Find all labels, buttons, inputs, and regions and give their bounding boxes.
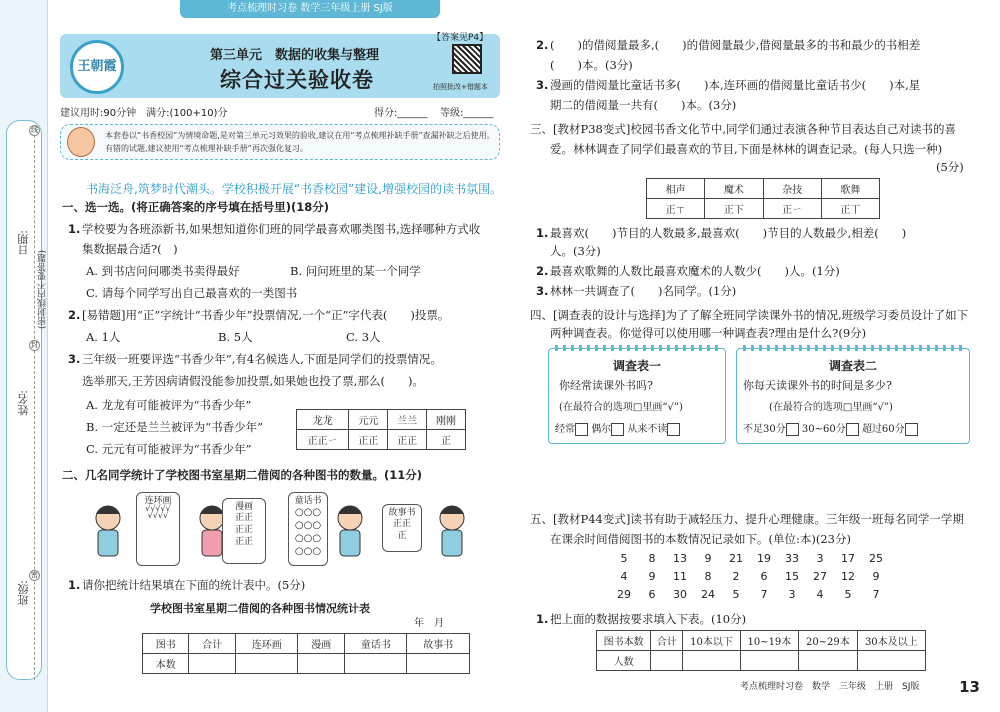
time-score: 建议用时:90分钟 满分:(100+10)分 [60, 108, 228, 119]
answer-cell[interactable] [683, 651, 740, 671]
survey-question: 你每天读课外书的时间是多少? [743, 379, 892, 392]
q2-text: [易错题]用“正”字统计“书香少年”投票情况,一个“正”字代表( )投票。 [82, 308, 450, 322]
bubble-tally: 正正 正 [392, 519, 411, 541]
kid-1 [96, 506, 120, 556]
data-number: 5 [844, 588, 852, 601]
survey-hint: (在最符合的选项□里画“√”) [769, 402, 893, 413]
data-number: 7 [872, 588, 880, 601]
seal-line [34, 125, 35, 680]
option-label: 偶尔 [591, 424, 612, 435]
footer-text: 考点梳理时习卷 数学 三年级 上册 SJ版 [740, 682, 920, 692]
head-cell: 10~19本 [740, 631, 798, 651]
data-number: 15 [785, 570, 799, 583]
qr-code[interactable] [452, 44, 482, 74]
head-cell: 故事书 [407, 634, 470, 654]
program-table-head [647, 179, 880, 199]
head-cell: 20~29本 [799, 631, 857, 651]
intro-line: 书海泛舟,筑梦时代潮头。学校积极开展“书香校园”建设,增强校园的读书氛围。 [86, 182, 503, 196]
section1-heading: 一、选一选。(将正确答案的序号填在括号里)(18分) [62, 200, 330, 214]
book-table-head [597, 631, 926, 651]
program-head: 杂技 [763, 179, 821, 199]
program-tally: 正下 [705, 199, 763, 219]
program-head: 歌舞 [821, 179, 879, 199]
option-checkbox[interactable] [667, 423, 680, 436]
s3-q1-text-2: 人。(3分) [550, 244, 601, 258]
s5-q1-text: 把上面的数据按要求填入下表。(10分) [550, 612, 747, 626]
borrowing-table-row [143, 654, 470, 674]
vote-head: 龙龙 [297, 410, 349, 430]
data-number: 8 [648, 552, 656, 565]
survey-one [548, 348, 726, 444]
head-cell: 30本及以上 [857, 631, 925, 651]
data-number: 6 [760, 570, 768, 583]
s5-q1-number: 1. [536, 612, 549, 626]
answer-cell[interactable] [799, 651, 857, 671]
survey-options [743, 423, 918, 437]
grade-field[interactable]: 等级:______ [440, 108, 494, 119]
book-table-row [597, 651, 926, 671]
option-label: 从来不读 [627, 424, 668, 435]
data-number: 4 [620, 570, 628, 583]
vote-tally: 正正ㄧ [297, 430, 349, 450]
q2-option-b[interactable]: B. 5人 [218, 330, 253, 344]
data-number: 17 [841, 552, 855, 565]
q1-option-a[interactable]: A. 到书店问问哪类书卖得最好 [86, 264, 240, 278]
program-head: 相声 [647, 179, 705, 199]
answer-cell[interactable] [344, 654, 407, 674]
data-number: 12 [841, 570, 855, 583]
survey-question: 你经常读课外书吗? [559, 379, 653, 392]
q1-option-c[interactable]: C. 请每个同学写出自己最喜欢的一类图书 [86, 286, 298, 300]
date-label: 日期: [17, 230, 30, 256]
section3-heading: 三、[教材P38变式]校园书香文化节中,同学们通过表演各种节目表达自己对读书的喜 [530, 122, 956, 136]
answer-cell[interactable] [651, 651, 683, 671]
r-q3-text-2: 期二的借阅量一共有( )本。(3分) [550, 98, 737, 112]
vote-table [296, 409, 466, 450]
option-label: 30~60分 [801, 424, 846, 435]
data-number: 9 [648, 570, 656, 583]
s3-q1-number: 1. [536, 226, 549, 240]
girl-avatar [67, 127, 95, 157]
kid-3 [338, 506, 362, 556]
data-number: 27 [813, 570, 827, 583]
s2-q1-number: 1. [68, 578, 81, 592]
vote-tally: 正正 [388, 430, 427, 450]
page-title: 综合过关验收卷 [220, 68, 374, 92]
bubble-tally: ○○○ ○○○ ○○○ ○○○ [294, 507, 322, 557]
vote-head: 元元 [349, 410, 388, 430]
q3-option-c[interactable]: C. 元元有可能被评为“书香少年” [86, 442, 252, 456]
option-checkbox[interactable] [846, 423, 859, 436]
table-title: 学校图书室星期二借阅的各种图书情况统计表 [150, 602, 370, 615]
s2-q1-text: 请你把统计结果填在下面的统计表中。(5分) [82, 578, 306, 592]
answer-cell[interactable] [235, 654, 298, 674]
q3-option-a[interactable]: A. 龙龙有可能被评为“书香少年” [86, 398, 252, 412]
answer-cell[interactable] [189, 654, 235, 674]
row-label: 本数 [143, 654, 189, 674]
bubble-stories [382, 504, 422, 552]
option-label: 超过60分 [861, 424, 905, 435]
bubble-label: 童话书 [294, 496, 322, 506]
option-checkbox[interactable] [611, 423, 624, 436]
kid-4 [440, 506, 464, 556]
r-q2-text: ( )的借阅量最多,( )的借阅量最少,借阅量最多的书和最少的书相差 [550, 38, 921, 52]
data-number: 21 [729, 552, 743, 565]
data-number: 13 [673, 552, 687, 565]
section5-heading-2: 在课余时间借阅图书的本数情况记录如下。(单位:本)(23分) [550, 532, 851, 546]
class-label: 班级: [17, 580, 30, 606]
q2-number: 2. [68, 308, 81, 322]
bubble-tally: √√√√√√√√√ [145, 504, 171, 520]
data-number: 4 [816, 588, 824, 601]
data-number: 3 [788, 588, 796, 601]
bubble-label: 漫画 [234, 502, 253, 512]
name-label: 姓名: [17, 390, 30, 416]
answer-reference: 【答案见P4】 [432, 33, 489, 43]
data-number: 29 [617, 588, 631, 601]
row-label: 人数 [597, 651, 651, 671]
seal-mark-3: 密 [31, 571, 38, 579]
vote-head: 兰兰 [388, 410, 427, 430]
borrowing-table-head [143, 634, 470, 654]
q3-number: 3. [68, 352, 81, 366]
r-q2-number: 2. [536, 38, 549, 52]
data-number: 9 [704, 552, 712, 565]
option-checkbox[interactable] [575, 423, 588, 436]
program-table [646, 178, 880, 219]
s3-q1-text: 最喜欢( )节目的人数最多,最喜欢( )节目的人数最少,相差( ) [550, 226, 907, 240]
q3-text: 三年级一班要评选“书香少年”,有4名候选人,下面是同学们的投票情况。 [82, 352, 442, 366]
answer-cell[interactable] [407, 654, 470, 674]
book-count-table [596, 630, 926, 671]
answer-cell[interactable] [740, 651, 798, 671]
data-number: 11 [673, 570, 687, 583]
data-number: 6 [648, 588, 656, 601]
program-table-row [647, 199, 880, 219]
survey-title: 调查表一 [612, 359, 661, 373]
section4-heading-2: 两种调查表。你觉得可以使用哪一种调查表?理由是什么?(9分) [550, 326, 867, 340]
kid-2 [200, 506, 224, 556]
survey-two [736, 348, 970, 444]
answer-cell[interactable] [857, 651, 925, 671]
data-number: 8 [704, 570, 712, 583]
q1-option-b[interactable]: B. 问问班里的某一个同学 [290, 264, 421, 278]
bubble-label: 连环画 [144, 496, 172, 506]
bubble-tally: 正正 正正 正正 [234, 513, 253, 547]
seal-mark-1: 线 [31, 126, 38, 134]
option-checkbox[interactable] [905, 423, 918, 436]
seal-warning: (密封线内不要答题) [38, 250, 48, 330]
notebook-rings [555, 345, 719, 351]
bubble-label: 故事书 [388, 508, 416, 518]
s3-q3-number: 3. [536, 284, 549, 298]
bubble-fairytale [288, 492, 328, 566]
data-number: 24 [701, 588, 715, 601]
head-cell: 连环画 [235, 634, 298, 654]
binding-strip [0, 0, 48, 712]
section3-points: (5分) [936, 160, 964, 174]
page-number: 13 [959, 678, 980, 696]
data-number: 33 [785, 552, 799, 565]
vote-tally: 正 [427, 430, 466, 450]
s3-q2-text: 最喜欢歌舞的人数比最喜欢魔术的人数少( )人。(1分) [550, 264, 840, 278]
data-number: 7 [760, 588, 768, 601]
option-checkbox[interactable] [786, 423, 799, 436]
section3-heading-2: 爱。林林调查了同学们最喜欢的节目,下面是林林的调查记录。(每人只选一种) [550, 142, 943, 156]
head-cell: 图书 [143, 634, 189, 654]
data-number: 5 [732, 588, 740, 601]
section4-heading: 四、[调查表的设计与选择]为了了解全班同学读课外书的情况,班级学习委员设计了如下 [530, 308, 969, 322]
program-tally: 正丅 [821, 199, 879, 219]
head-cell: 10本以下 [683, 631, 740, 651]
q1-text-2: 集数据最合适?( ) [82, 242, 178, 256]
data-number: 25 [869, 552, 883, 565]
survey-title: 调查表二 [828, 359, 877, 373]
head-cell: 合计 [651, 631, 683, 651]
data-number: 30 [673, 588, 687, 601]
q3-option-b[interactable]: B. 一定还是兰兰被评为“书香少年” [86, 420, 264, 434]
head-cell: 图书本数 [597, 631, 651, 651]
notice-text: 本套卷以“书香校园”为情境命题,是对第三单元习效果的验收,建议在用“考点梳理补缺手册”查漏补缺之后使用。有错的试题,建议使用“考点梳理补缺手册”再次强化复习。 [105, 131, 495, 153]
notice-box [60, 124, 500, 160]
unit-title: 第三单元 数据的收集与整理 [210, 48, 380, 63]
q3-text-2: 选举那天,王芳因病请假没能参加投票,如果她也投了票,那么( )。 [82, 374, 424, 388]
head-cell: 漫画 [298, 634, 344, 654]
section2-heading: 二、几名同学统计了学校图书室星期二借阅的各种图书的数量。(11分) [62, 468, 423, 482]
option-label: 不足30分 [743, 424, 786, 435]
seal-mark-2: 封 [31, 341, 38, 349]
program-head: 魔术 [705, 179, 763, 199]
vote-head: 刚刚 [427, 410, 466, 430]
data-number: 3 [816, 552, 824, 565]
section5-heading: 五、[教材P44变式]读书有助于减轻压力、提升心理健康。三年级一班每名同学一学期 [530, 512, 964, 526]
vote-table-row [297, 430, 466, 450]
program-tally: 正ㄒ [647, 199, 705, 219]
vote-tally: 正正 [349, 430, 388, 450]
notebook-rings [743, 345, 963, 351]
r-q3-text: 漫画的借阅量比童话书多( )本,连环画的借阅量比童话书少( )本,星 [550, 78, 921, 92]
data-number: 19 [757, 552, 771, 565]
vote-table-head [297, 410, 466, 430]
r-q3-number: 3. [536, 78, 549, 92]
head-cell: 童话书 [344, 634, 407, 654]
data-number: 5 [620, 552, 628, 565]
q2-option-c[interactable]: C. 3人 [346, 330, 381, 344]
series-bar: 考点梳理时习卷 数学三年级上册 SJ版 [180, 0, 440, 18]
brand-logo: 王朝霞 [70, 40, 124, 94]
q1-number: 1. [68, 222, 81, 236]
data-number: 9 [872, 570, 880, 583]
qr-caption: 拍照批改+错题本 [433, 83, 488, 91]
data-number: 2 [732, 570, 740, 583]
q1-text: 学校要为各班添新书,如果想知道你们班的同学最喜欢哪类图书,选择哪种方式收 [82, 222, 481, 236]
answer-cell[interactable] [298, 654, 344, 674]
bubble-manga [222, 498, 266, 564]
head-cell: 合计 [189, 634, 235, 654]
r-q2-text-2: ( )本。(3分) [550, 58, 633, 72]
score-field[interactable]: 得分:______ [374, 108, 428, 119]
survey-options [555, 423, 680, 437]
s3-q3-text: 林林一共调查了( )名同学。(1分) [550, 284, 737, 298]
borrowing-table [142, 633, 470, 674]
s3-q2-number: 2. [536, 264, 549, 278]
q2-option-a[interactable]: A. 1人 [86, 330, 121, 344]
date-tag: 年 月 [414, 618, 444, 629]
program-tally: 正ㄧ [763, 199, 821, 219]
survey-hint: (在最符合的选项□里画“√”) [559, 402, 683, 413]
option-label: 经常 [555, 424, 575, 435]
bubble-comics [136, 492, 180, 566]
